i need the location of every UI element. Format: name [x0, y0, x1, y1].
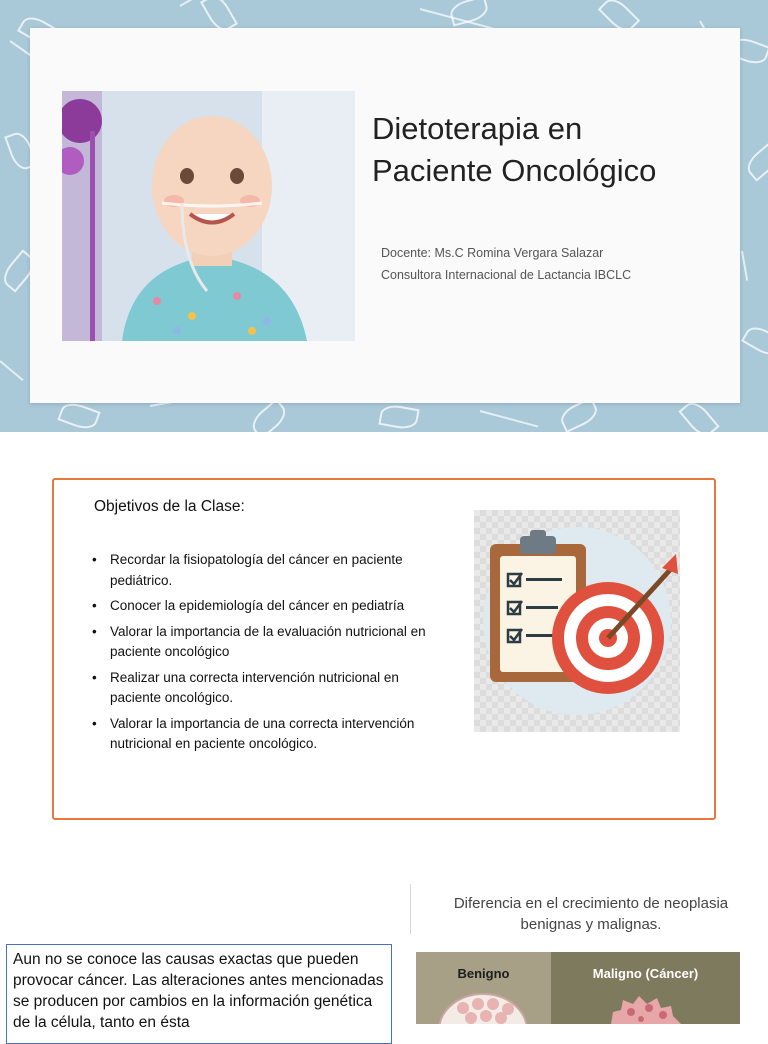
- objective-item: • Recordar la fisiopatología del cáncer en paciente pediátrico.: [92, 550, 432, 591]
- objectives-heading: Objetivos de la Clase:: [94, 498, 245, 515]
- presenter-info: [381, 242, 631, 286]
- clipboard-target-image: [474, 510, 680, 732]
- objectives-list: [92, 550, 432, 760]
- role-text: Consultora Internacional de Lactancia IBCLC: [381, 268, 632, 282]
- presentation-title: [372, 108, 732, 192]
- cancer-causes-textbox: Aun no se conoce las causas exactas que pueden provocar cáncer. Las alteraciones antes mencionadas se producen por cambios en la información genética de la célula, tanto en ésta: [6, 944, 392, 1044]
- objective-item: • Valorar la importancia de la evaluación nutricional en paciente oncológico: [92, 622, 432, 663]
- docente-text: Docente: Ms.C Romina Vergara Salazar: [381, 246, 604, 260]
- objective-item: • Conocer la epidemiología del cáncer en pediatría: [92, 596, 432, 617]
- title-line-1: Dietoterapia en: [372, 111, 583, 146]
- objectives-card: [52, 478, 716, 820]
- clipboard-target-icon: [474, 510, 680, 732]
- diagram-title: Diferencia en el crecimiento de neoplasia benignas y malignas.: [453, 895, 729, 933]
- malignant-panel: [551, 952, 740, 1024]
- benign-panel: [416, 952, 551, 1024]
- leaf-pattern-background: [0, 0, 768, 432]
- divider-line: [410, 884, 411, 934]
- malignant-label: Maligno (Cáncer): [592, 966, 699, 981]
- malignant-cells-illustration: [551, 952, 740, 1024]
- child-patient-photo: [62, 91, 355, 341]
- objective-item: • Valorar la importancia de una correcta intervención nutricional en paciente oncológico.: [92, 714, 432, 755]
- title-line-2: Paciente Oncológico: [372, 153, 657, 188]
- objective-item: • Realizar una correcta intervención nutricional en paciente oncológico.: [92, 668, 432, 709]
- benign-label: Benigno: [457, 966, 510, 981]
- title-card: [30, 28, 740, 403]
- benign-cells-illustration: [416, 952, 551, 1024]
